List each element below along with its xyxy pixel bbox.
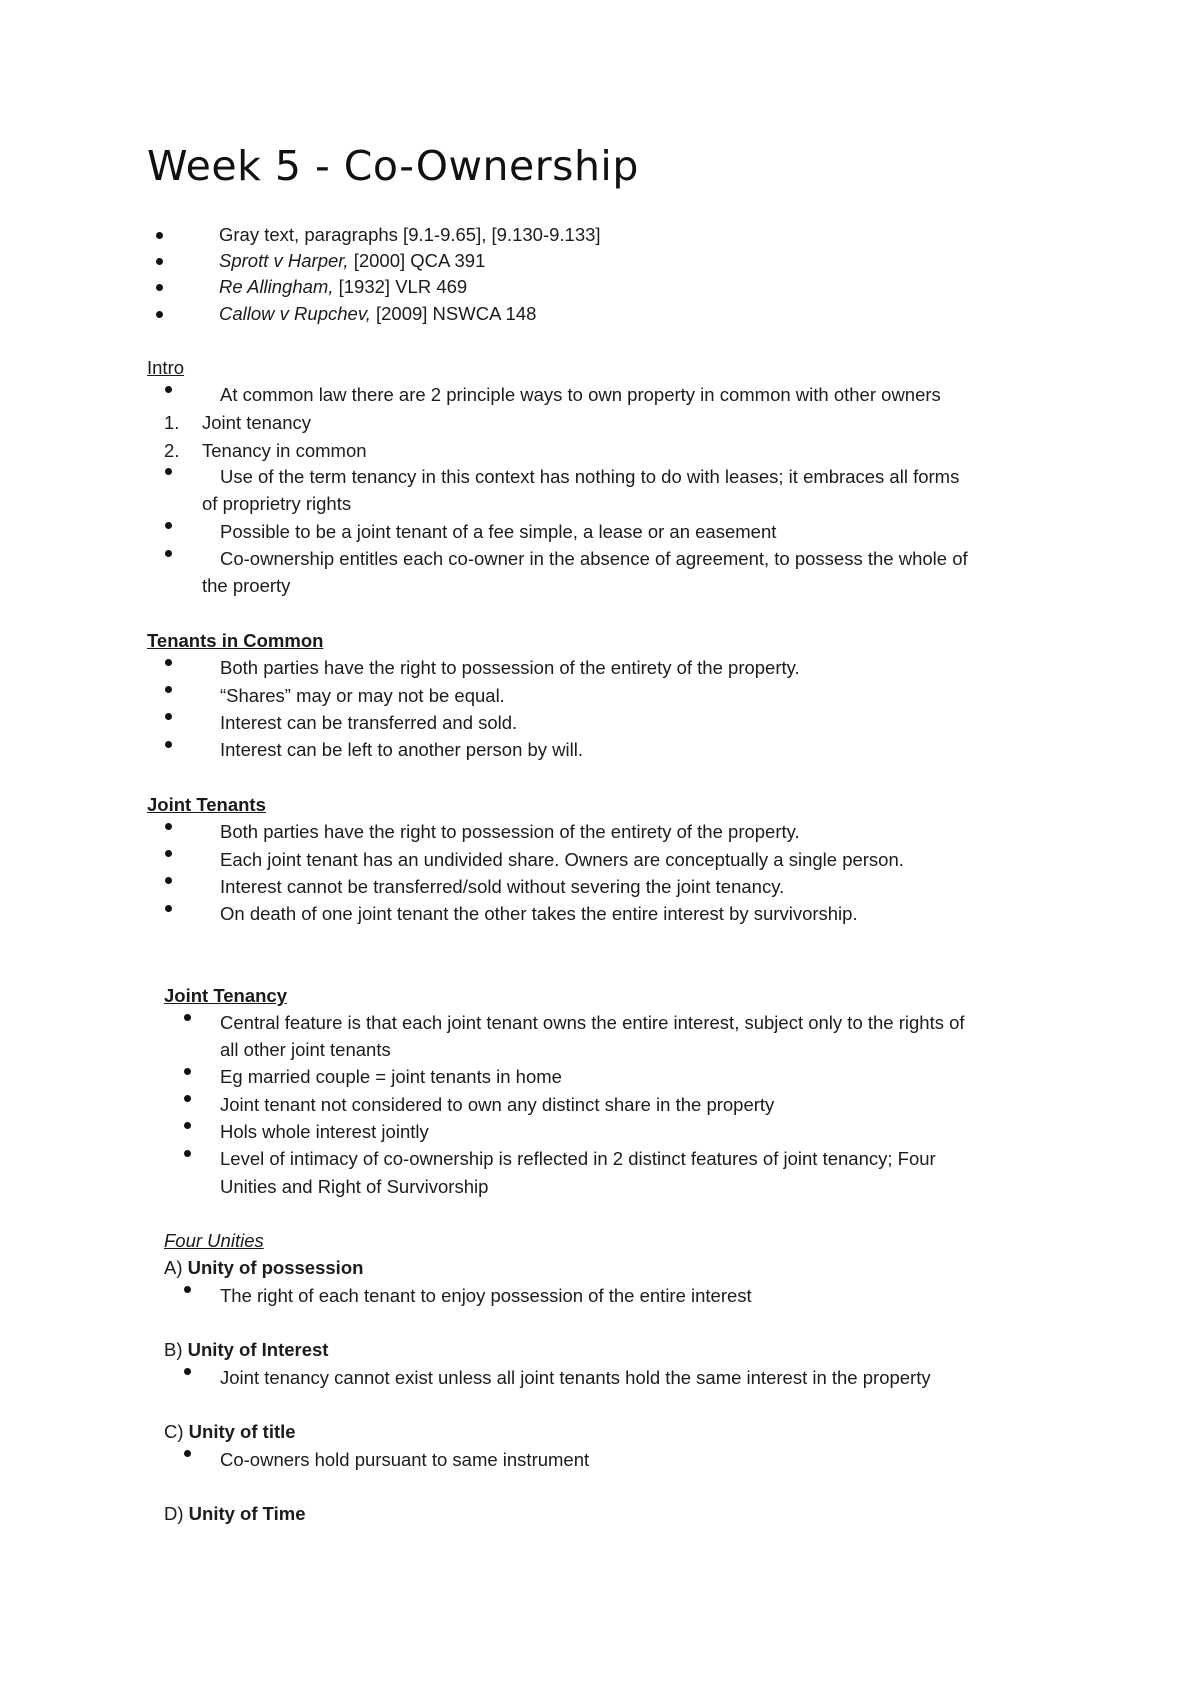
list-item: Joint tenancy cannot exist unless all joint tenants hold the same interest in the property [220,1367,931,1388]
list-item: Each joint tenant has an undivided share. Owners are conceptually a single person. [220,849,904,870]
bullet-icon [184,1368,191,1375]
intro-bullet: Possible to be a joint tenant of a fee simple, a lease or an easement [220,521,777,542]
bullet-icon [165,550,172,557]
unity-letter: C) [164,1421,184,1442]
list-item-continuation: Unities and Right of Survivorship [220,1176,489,1197]
bullet-icon [165,850,172,857]
bullet-icon [184,1068,191,1075]
bullet-icon [165,468,172,475]
unity-title: Unity of title [188,1421,296,1442]
unity-heading [164,1421,296,1443]
case-name: Callow v Rupchev, [219,303,371,324]
unity-heading [164,1503,306,1525]
bullet-icon [156,284,163,291]
reading-item [219,303,536,325]
unity-letter: D) [164,1503,184,1524]
bullet-icon [165,905,172,912]
bullet-icon [184,1450,191,1457]
citation: [1932] VLR 469 [333,276,468,297]
case-name: Re Allingham, [219,276,334,297]
subsection-heading-four-unities: Four Unities [164,1230,264,1251]
section-heading-joint-tenancy: Joint Tenancy [164,985,288,1006]
reading-prefix: Gray text, paragraphs [219,224,398,245]
bullet-icon [165,741,172,748]
unity-title: Unity of Time [188,1503,306,1524]
list-item: Both parties have the right to possession of the entirety of the property. [220,657,800,678]
page-title: Week 5 - Co-Ownership [147,142,639,190]
list-item: “Shares” may or may not be equal. [220,685,505,706]
reading-item [219,250,485,272]
intro-bullet: Co-ownership entitles each co-owner in the absence of agreement, to possess the whole of [220,548,968,569]
unity-heading [164,1339,328,1361]
unity-heading [164,1257,363,1279]
bullet-icon [184,1122,191,1129]
unity-title: Unity of possession [187,1257,364,1278]
bullet-icon [165,823,172,830]
list-item: Level of intimacy of co-ownership is reflected in 2 distinct features of joint tenancy; Four [220,1148,936,1169]
list-item: Joint tenant not considered to own any distinct share in the property [220,1094,775,1115]
list-item: Interest can be left to another person by will. [220,739,584,760]
list-item: Eg married couple = joint tenants in home [220,1066,562,1087]
intro-bullet: Use of the term tenancy in this context has nothing to do with leases; it embraces all forms [220,466,960,487]
case-name: Sprott v Harper, [219,250,349,271]
citation: [2009] NSWCA 148 [370,303,537,324]
bullet-icon [156,258,163,265]
bullet-icon [184,1095,191,1102]
bullet-icon [165,713,172,720]
section-heading-joint-tenants: Joint Tenants [147,794,266,815]
list-item: On death of one joint tenant the other takes the entire interest by survivorship. [220,903,858,924]
intro-bullet-continuation: of proprietry rights [202,493,352,514]
list-item: Both parties have the right to possession of the entirety of the property. [220,821,800,842]
reading-item [219,276,467,298]
bullet-icon [184,1014,191,1021]
bullet-icon [156,311,163,318]
citation: [2000] QCA 391 [348,250,486,271]
section-heading-tenants-in-common: Tenants in Common [147,630,324,651]
bullet-icon [165,877,172,884]
list-item: Interest can be transferred and sold. [220,712,518,733]
list-item: Co-owners hold pursuant to same instrument [220,1449,590,1470]
list-number: 2. [164,440,180,461]
list-item: Hols whole interest jointly [220,1121,429,1142]
bullet-icon [165,386,172,393]
unity-letter: A) [164,1257,183,1278]
intro-bullet-continuation: the proerty [202,575,291,596]
bullet-icon [184,1286,191,1293]
list-item: Central feature is that each joint tenant owns the entire interest, subject only to the rights of [220,1012,965,1033]
reading-item [219,224,601,246]
section-heading-intro: Intro [147,357,185,378]
bullet-icon [184,1150,191,1157]
reading-suffix: [9.1-9.65], [9.130-9.133] [397,224,601,245]
list-number: 1. [164,412,180,433]
unity-letter: B) [164,1339,183,1360]
bullet-icon [156,232,163,239]
numbered-item: Joint tenancy [202,412,312,433]
intro-bullet: At common law there are 2 principle ways to own property in common with other owners [220,384,941,405]
list-item: Interest cannot be transferred/sold without severing the joint tenancy. [220,876,785,897]
list-item: The right of each tenant to enjoy possession of the entire interest [220,1285,752,1306]
bullet-icon [165,522,172,529]
unity-title: Unity of Interest [187,1339,329,1360]
bullet-icon [165,659,172,666]
list-item-continuation: all other joint tenants [220,1039,391,1060]
bullet-icon [165,686,172,693]
numbered-item: Tenancy in common [202,440,367,461]
